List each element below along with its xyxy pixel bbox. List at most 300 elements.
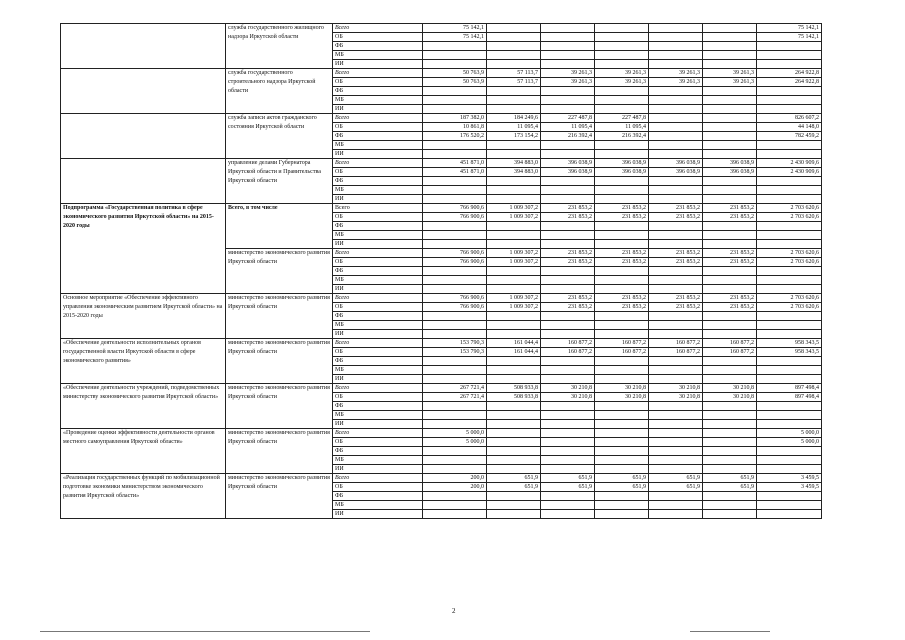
total-value-cell: 958 343,5 xyxy=(757,339,822,348)
year-value-cell: 5 000,0 xyxy=(423,429,487,438)
year-value-cell: 30 210,8 xyxy=(703,393,757,402)
year-value-cell: 160 877,2 xyxy=(541,348,595,357)
funding-source-cell: ОБ xyxy=(333,258,423,267)
year-value-cell xyxy=(487,60,541,69)
year-value-cell xyxy=(703,510,757,519)
program-name-cell: «Реализация государственных функций по мобилизационной подготовке экономики министерством экономического развития Иркутской области» xyxy=(61,474,226,519)
table-row xyxy=(61,294,822,303)
year-value-cell xyxy=(487,366,541,375)
year-value-cell xyxy=(487,276,541,285)
program-name-cell: «Обеспечение деятельности исполнительных органов государственной власти Иркутской области в сфере экономического развития» xyxy=(61,339,226,384)
year-value-cell: 227 487,8 xyxy=(541,114,595,123)
total-value-cell xyxy=(757,375,822,384)
funding-source-cell: Всего xyxy=(333,159,423,168)
table-row xyxy=(61,114,822,123)
year-value-cell: 231 853,2 xyxy=(703,213,757,222)
year-value-cell xyxy=(703,33,757,42)
funding-source-cell: МБ xyxy=(333,186,423,195)
year-value-cell xyxy=(487,186,541,195)
year-value-cell: 160 877,2 xyxy=(595,348,649,357)
year-value-cell xyxy=(595,465,649,474)
year-value-cell: 766 900,6 xyxy=(423,249,487,258)
year-value-cell xyxy=(649,456,703,465)
year-value-cell: 39 261,3 xyxy=(649,69,703,78)
year-value-cell xyxy=(649,150,703,159)
year-value-cell: 11 095,4 xyxy=(487,123,541,132)
year-value-cell xyxy=(703,420,757,429)
year-value-cell xyxy=(541,276,595,285)
funding-source-cell: ФБ xyxy=(333,402,423,411)
year-value-cell xyxy=(595,501,649,510)
year-value-cell: 231 853,2 xyxy=(703,249,757,258)
year-value-cell xyxy=(423,330,487,339)
year-value-cell xyxy=(423,267,487,276)
funding-source-cell: ФБ xyxy=(333,312,423,321)
year-value-cell: 651,9 xyxy=(541,483,595,492)
total-value-cell xyxy=(757,240,822,249)
year-value-cell: 216 392,4 xyxy=(595,132,649,141)
year-value-cell xyxy=(703,465,757,474)
year-value-cell: 231 853,2 xyxy=(649,249,703,258)
table-row xyxy=(61,159,822,168)
year-value-cell xyxy=(487,438,541,447)
total-value-cell xyxy=(757,141,822,150)
executor-cell: Всего, в том числе xyxy=(226,204,333,249)
year-value-cell: 231 853,2 xyxy=(541,204,595,213)
total-value-cell: 2 703 620,6 xyxy=(757,303,822,312)
year-value-cell xyxy=(423,375,487,384)
year-value-cell xyxy=(649,132,703,141)
year-value-cell xyxy=(541,195,595,204)
year-value-cell xyxy=(595,492,649,501)
funding-source-cell: Всего xyxy=(333,384,423,393)
year-value-cell xyxy=(649,366,703,375)
funding-source-cell: ИИ xyxy=(333,420,423,429)
year-value-cell xyxy=(487,312,541,321)
year-value-cell xyxy=(487,357,541,366)
year-value-cell: 231 853,2 xyxy=(703,204,757,213)
funding-source-cell: Всего xyxy=(333,249,423,258)
funding-source-cell: МБ xyxy=(333,366,423,375)
year-value-cell xyxy=(487,240,541,249)
year-value-cell: 231 853,2 xyxy=(541,258,595,267)
year-value-cell: 1 009 307,2 xyxy=(487,249,541,258)
year-value-cell: 766 900,6 xyxy=(423,294,487,303)
year-value-cell xyxy=(703,438,757,447)
executor-cell: управление делами Губернатора Иркутской области и Правительства Иркутской области xyxy=(226,159,333,204)
year-value-cell xyxy=(423,105,487,114)
year-value-cell: 160 877,2 xyxy=(649,348,703,357)
year-value-cell xyxy=(703,411,757,420)
funding-source-cell: МБ xyxy=(333,231,423,240)
year-value-cell xyxy=(541,501,595,510)
page-number: 2 xyxy=(452,607,456,615)
total-value-cell: 826 607,2 xyxy=(757,114,822,123)
year-value-cell: 30 210,8 xyxy=(649,393,703,402)
year-value-cell xyxy=(595,285,649,294)
year-value-cell: 766 900,6 xyxy=(423,204,487,213)
year-value-cell xyxy=(541,267,595,276)
year-value-cell xyxy=(541,60,595,69)
year-value-cell: 231 853,2 xyxy=(649,258,703,267)
year-value-cell xyxy=(703,447,757,456)
year-value-cell xyxy=(649,240,703,249)
funding-source-cell: ФБ xyxy=(333,447,423,456)
year-value-cell xyxy=(423,492,487,501)
total-value-cell xyxy=(757,195,822,204)
year-value-cell xyxy=(541,96,595,105)
year-value-cell xyxy=(703,222,757,231)
year-value-cell: 451 871,0 xyxy=(423,159,487,168)
year-value-cell xyxy=(423,276,487,285)
year-value-cell: 267 721,4 xyxy=(423,393,487,402)
year-value-cell: 30 210,8 xyxy=(541,393,595,402)
funding-source-cell: Всего xyxy=(333,474,423,483)
year-value-cell xyxy=(487,429,541,438)
year-value-cell: 231 853,2 xyxy=(649,204,703,213)
year-value-cell xyxy=(649,177,703,186)
year-value-cell xyxy=(649,141,703,150)
year-value-cell xyxy=(423,501,487,510)
year-value-cell xyxy=(541,492,595,501)
total-value-cell xyxy=(757,150,822,159)
year-value-cell: 231 853,2 xyxy=(703,258,757,267)
year-value-cell xyxy=(703,177,757,186)
year-value-cell xyxy=(423,231,487,240)
year-value-cell: 153 790,3 xyxy=(423,339,487,348)
funding-source-cell: ИИ xyxy=(333,150,423,159)
year-value-cell xyxy=(649,42,703,51)
year-value-cell xyxy=(649,114,703,123)
year-value-cell: 1 009 307,2 xyxy=(487,213,541,222)
total-value-cell: 897 498,4 xyxy=(757,393,822,402)
total-value-cell xyxy=(757,267,822,276)
funding-source-cell: МБ xyxy=(333,501,423,510)
total-value-cell xyxy=(757,276,822,285)
year-value-cell: 394 883,0 xyxy=(487,168,541,177)
year-value-cell xyxy=(595,51,649,60)
funding-source-cell: МБ xyxy=(333,276,423,285)
year-value-cell: 1 009 307,2 xyxy=(487,303,541,312)
funding-source-cell: ИИ xyxy=(333,330,423,339)
year-value-cell xyxy=(541,420,595,429)
executor-cell: министерство экономического развития Иркутской области xyxy=(226,474,333,519)
year-value-cell xyxy=(487,447,541,456)
year-value-cell: 30 210,8 xyxy=(541,384,595,393)
year-value-cell xyxy=(595,510,649,519)
total-value-cell xyxy=(757,285,822,294)
year-value-cell: 396 038,9 xyxy=(703,168,757,177)
funding-source-cell: ФБ xyxy=(333,492,423,501)
program-name-cell: Подпрограмма «Государственная политика в сфере экономического развития Иркутской области» на 2015-2020 годы xyxy=(61,204,226,294)
funding-source-cell: ФБ xyxy=(333,222,423,231)
year-value-cell: 50 763,9 xyxy=(423,69,487,78)
total-value-cell xyxy=(757,96,822,105)
year-value-cell xyxy=(487,510,541,519)
funding-source-cell: ФБ xyxy=(333,42,423,51)
year-value-cell: 160 877,2 xyxy=(703,348,757,357)
year-value-cell xyxy=(703,96,757,105)
year-value-cell xyxy=(703,132,757,141)
year-value-cell xyxy=(487,33,541,42)
total-value-cell xyxy=(757,60,822,69)
year-value-cell: 651,9 xyxy=(703,474,757,483)
year-value-cell xyxy=(487,465,541,474)
year-value-cell xyxy=(649,186,703,195)
funding-source-cell: ФБ xyxy=(333,177,423,186)
year-value-cell xyxy=(541,312,595,321)
year-value-cell: 30 210,8 xyxy=(703,384,757,393)
year-value-cell: 651,9 xyxy=(487,474,541,483)
year-value-cell xyxy=(703,501,757,510)
year-value-cell xyxy=(487,492,541,501)
year-value-cell xyxy=(649,438,703,447)
year-value-cell xyxy=(703,276,757,285)
year-value-cell xyxy=(423,60,487,69)
year-value-cell: 160 877,2 xyxy=(703,339,757,348)
funding-source-cell: МБ xyxy=(333,51,423,60)
year-value-cell xyxy=(595,141,649,150)
year-value-cell xyxy=(595,150,649,159)
year-value-cell: 231 853,2 xyxy=(595,258,649,267)
year-value-cell xyxy=(423,87,487,96)
budget-table xyxy=(60,23,822,519)
year-value-cell xyxy=(487,150,541,159)
year-value-cell: 396 038,9 xyxy=(541,168,595,177)
year-value-cell xyxy=(595,222,649,231)
total-value-cell xyxy=(757,231,822,240)
year-value-cell xyxy=(423,96,487,105)
total-value-cell xyxy=(757,366,822,375)
year-value-cell: 231 853,2 xyxy=(703,294,757,303)
year-value-cell xyxy=(423,141,487,150)
total-value-cell: 264 922,8 xyxy=(757,78,822,87)
year-value-cell xyxy=(649,429,703,438)
year-value-cell xyxy=(487,42,541,51)
year-value-cell: 396 038,9 xyxy=(649,168,703,177)
total-value-cell: 264 922,8 xyxy=(757,69,822,78)
year-value-cell xyxy=(595,60,649,69)
year-value-cell xyxy=(423,456,487,465)
year-value-cell xyxy=(595,231,649,240)
funding-source-cell: ОБ xyxy=(333,78,423,87)
year-value-cell: 160 877,2 xyxy=(595,339,649,348)
year-value-cell xyxy=(541,231,595,240)
year-value-cell xyxy=(487,420,541,429)
year-value-cell xyxy=(541,375,595,384)
total-value-cell: 75 142,1 xyxy=(757,24,822,33)
funding-source-cell: ИИ xyxy=(333,195,423,204)
funding-source-cell: ИИ xyxy=(333,375,423,384)
table-row xyxy=(61,384,822,393)
total-value-cell: 3 459,5 xyxy=(757,483,822,492)
year-value-cell: 231 853,2 xyxy=(649,213,703,222)
program-name-cell: «Проведение оценки эффективности деятельности органов местного самоуправления Иркутской области» xyxy=(61,429,226,474)
year-value-cell xyxy=(595,321,649,330)
year-value-cell: 50 763,9 xyxy=(423,78,487,87)
year-value-cell xyxy=(649,87,703,96)
year-value-cell xyxy=(649,60,703,69)
table-row xyxy=(61,429,822,438)
total-value-cell: 2 703 620,6 xyxy=(757,213,822,222)
total-value-cell: 2 703 620,6 xyxy=(757,204,822,213)
year-value-cell xyxy=(541,51,595,60)
funding-source-cell: МБ xyxy=(333,141,423,150)
year-value-cell xyxy=(423,240,487,249)
year-value-cell xyxy=(703,186,757,195)
year-value-cell: 396 038,9 xyxy=(649,159,703,168)
year-value-cell xyxy=(487,411,541,420)
year-value-cell xyxy=(541,222,595,231)
year-value-cell xyxy=(487,87,541,96)
year-value-cell xyxy=(703,366,757,375)
year-value-cell xyxy=(649,267,703,276)
total-value-cell xyxy=(757,447,822,456)
year-value-cell xyxy=(595,429,649,438)
year-value-cell xyxy=(649,33,703,42)
year-value-cell: 231 853,2 xyxy=(649,303,703,312)
year-value-cell xyxy=(423,312,487,321)
year-value-cell xyxy=(423,150,487,159)
total-value-cell: 2 703 620,6 xyxy=(757,249,822,258)
total-value-cell xyxy=(757,321,822,330)
year-value-cell xyxy=(423,510,487,519)
funding-source-cell: ИИ xyxy=(333,465,423,474)
year-value-cell: 231 853,2 xyxy=(541,294,595,303)
year-value-cell: 39 261,3 xyxy=(649,78,703,87)
year-value-cell xyxy=(541,411,595,420)
year-value-cell xyxy=(487,105,541,114)
year-value-cell xyxy=(487,267,541,276)
year-value-cell xyxy=(541,438,595,447)
year-value-cell xyxy=(703,51,757,60)
funding-source-cell: ФБ xyxy=(333,267,423,276)
year-value-cell: 231 853,2 xyxy=(541,249,595,258)
year-value-cell xyxy=(595,105,649,114)
year-value-cell: 153 790,3 xyxy=(423,348,487,357)
year-value-cell xyxy=(703,312,757,321)
year-value-cell: 508 933,8 xyxy=(487,384,541,393)
year-value-cell xyxy=(541,357,595,366)
executor-cell: министерство экономического развития Иркутской области xyxy=(226,384,333,429)
year-value-cell: 160 877,2 xyxy=(541,339,595,348)
funding-source-cell: ОБ xyxy=(333,123,423,132)
year-value-cell xyxy=(541,465,595,474)
total-value-cell: 3 459,5 xyxy=(757,474,822,483)
year-value-cell xyxy=(423,51,487,60)
funding-source-cell: ОБ xyxy=(333,393,423,402)
year-value-cell xyxy=(703,267,757,276)
year-value-cell xyxy=(703,285,757,294)
year-value-cell xyxy=(649,312,703,321)
total-value-cell xyxy=(757,312,822,321)
funding-source-cell: ОБ xyxy=(333,483,423,492)
year-value-cell xyxy=(595,411,649,420)
year-value-cell xyxy=(649,501,703,510)
total-value-cell: 2 430 909,6 xyxy=(757,159,822,168)
year-value-cell xyxy=(423,411,487,420)
program-name-cell xyxy=(61,69,226,114)
year-value-cell: 267 721,4 xyxy=(423,384,487,393)
year-value-cell xyxy=(595,402,649,411)
year-value-cell xyxy=(487,195,541,204)
year-value-cell xyxy=(703,24,757,33)
year-value-cell xyxy=(423,465,487,474)
year-value-cell: 5 000,0 xyxy=(423,438,487,447)
year-value-cell xyxy=(703,195,757,204)
table-row xyxy=(61,204,822,213)
funding-source-cell: ФБ xyxy=(333,357,423,366)
year-value-cell xyxy=(541,186,595,195)
year-value-cell xyxy=(541,42,595,51)
year-value-cell xyxy=(423,447,487,456)
year-value-cell xyxy=(595,24,649,33)
year-value-cell xyxy=(423,420,487,429)
year-value-cell xyxy=(595,375,649,384)
year-value-cell xyxy=(541,150,595,159)
year-value-cell xyxy=(595,96,649,105)
year-value-cell xyxy=(423,42,487,51)
total-value-cell: 2 703 620,6 xyxy=(757,294,822,303)
total-value-cell xyxy=(757,492,822,501)
year-value-cell: 161 044,4 xyxy=(487,339,541,348)
year-value-cell xyxy=(595,366,649,375)
year-value-cell xyxy=(595,33,649,42)
year-value-cell xyxy=(649,123,703,132)
year-value-cell xyxy=(541,402,595,411)
year-value-cell xyxy=(541,141,595,150)
total-value-cell: 897 498,4 xyxy=(757,384,822,393)
year-value-cell xyxy=(487,222,541,231)
scan-artifact-line xyxy=(690,631,770,632)
funding-source-cell: ОБ xyxy=(333,213,423,222)
year-value-cell xyxy=(649,105,703,114)
year-value-cell: 39 261,3 xyxy=(541,69,595,78)
funding-source-cell: Всего xyxy=(333,429,423,438)
funding-source-cell: Всего xyxy=(333,69,423,78)
year-value-cell xyxy=(649,24,703,33)
year-value-cell xyxy=(649,465,703,474)
year-value-cell xyxy=(703,429,757,438)
year-value-cell: 187 382,0 xyxy=(423,114,487,123)
year-value-cell xyxy=(541,447,595,456)
funding-source-cell: ИИ xyxy=(333,510,423,519)
total-value-cell xyxy=(757,357,822,366)
funding-source-cell: ФБ xyxy=(333,132,423,141)
total-value-cell xyxy=(757,177,822,186)
year-value-cell xyxy=(541,429,595,438)
year-value-cell xyxy=(541,24,595,33)
total-value-cell xyxy=(757,222,822,231)
total-value-cell xyxy=(757,420,822,429)
year-value-cell: 161 044,4 xyxy=(487,348,541,357)
funding-source-cell: ОБ xyxy=(333,438,423,447)
year-value-cell xyxy=(649,510,703,519)
year-value-cell: 651,9 xyxy=(649,483,703,492)
year-value-cell: 184 249,6 xyxy=(487,114,541,123)
year-value-cell xyxy=(541,87,595,96)
year-value-cell: 200,0 xyxy=(423,483,487,492)
year-value-cell xyxy=(595,267,649,276)
year-value-cell xyxy=(649,96,703,105)
year-value-cell xyxy=(703,87,757,96)
year-value-cell: 1 009 307,2 xyxy=(487,258,541,267)
executor-cell: служба записи актов гражданского состояния Иркутской области xyxy=(226,114,333,159)
year-value-cell xyxy=(541,285,595,294)
year-value-cell xyxy=(649,276,703,285)
year-value-cell: 396 038,9 xyxy=(595,159,649,168)
year-value-cell xyxy=(487,456,541,465)
